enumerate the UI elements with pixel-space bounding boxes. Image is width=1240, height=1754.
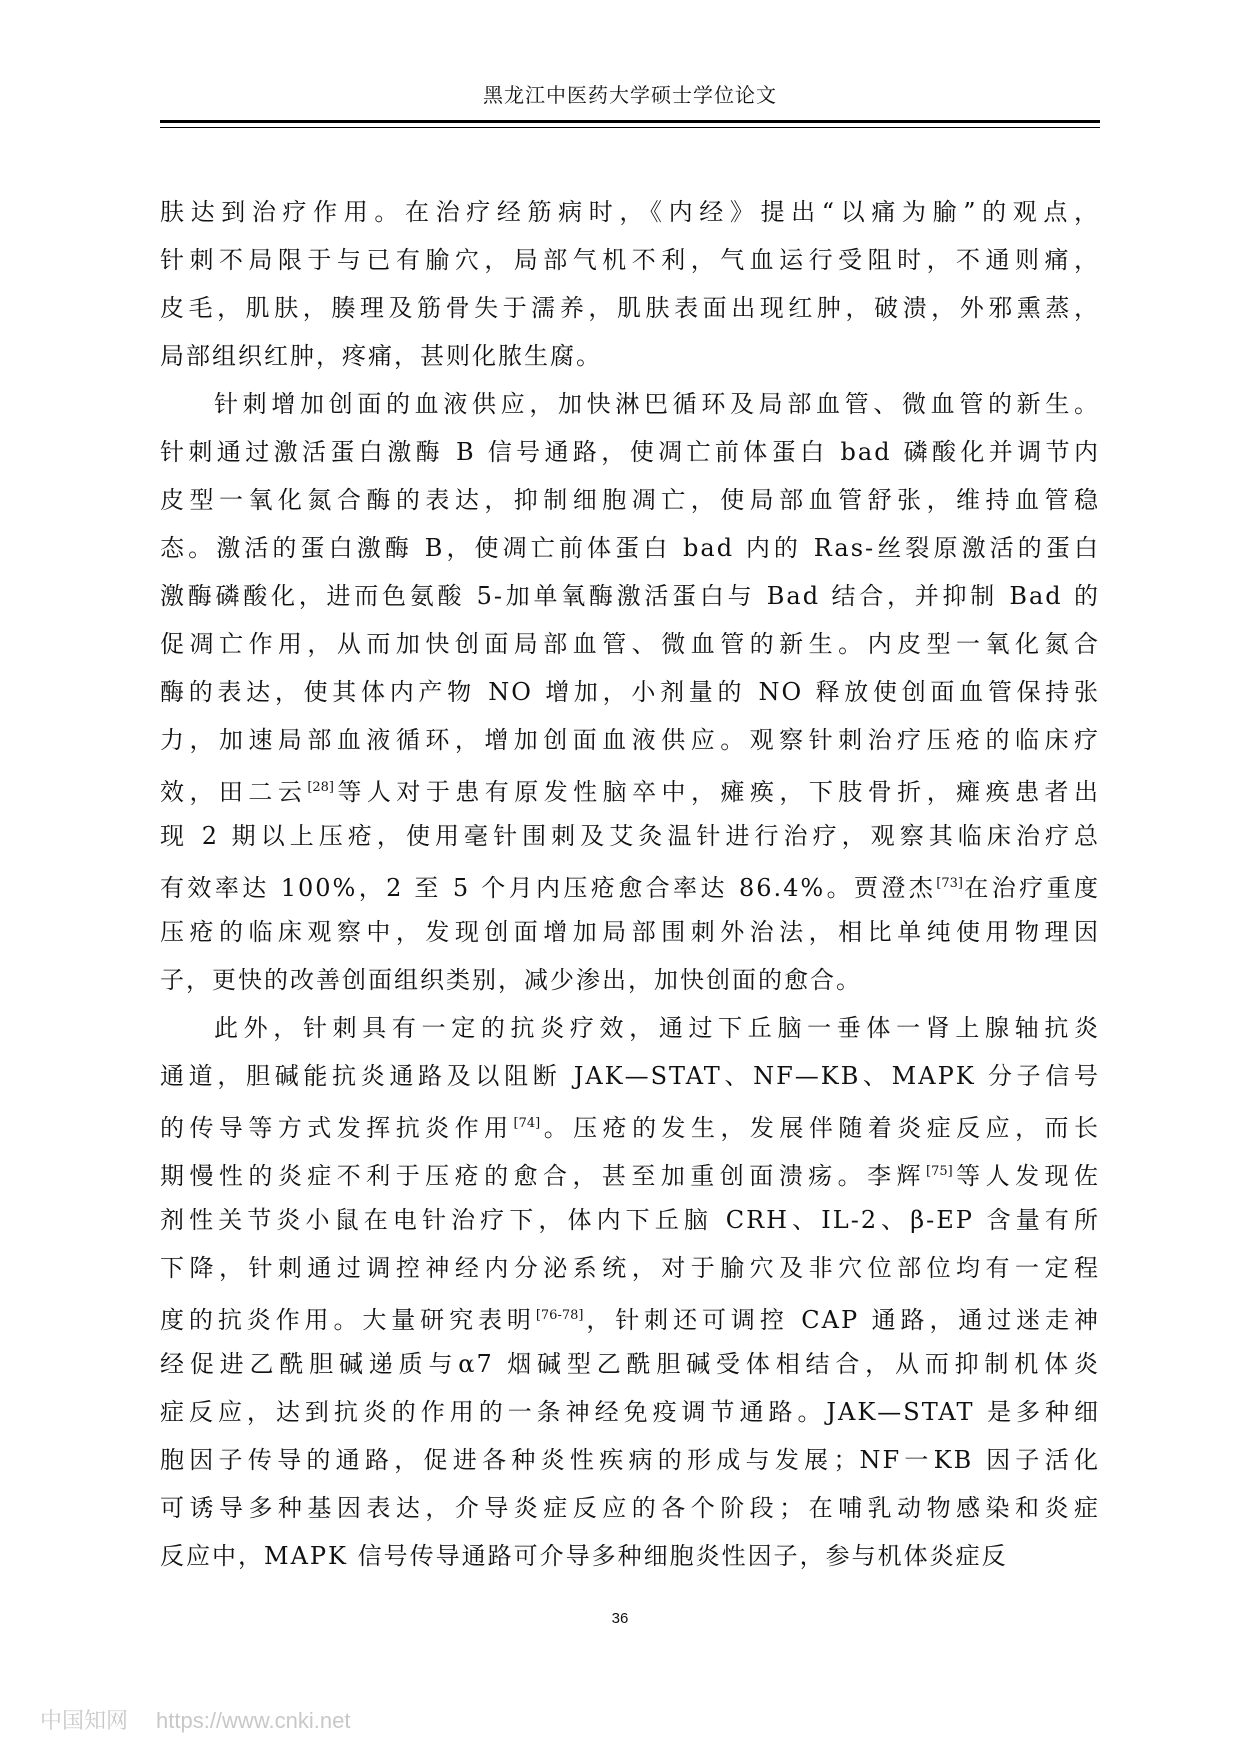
text-line — [160, 1100, 1100, 1148]
text-line — [160, 332, 1100, 380]
text-segment: 症反应，达到抗炎的作用的一条神经免疫调节通路。JAK—STAT 是多种细 — [160, 1398, 1100, 1426]
text-segment: 。压疮的发生，发展伴随着炎症反应，而长 — [540, 1114, 1100, 1142]
page-number: 36 — [611, 1610, 629, 1627]
text-line — [160, 908, 1100, 956]
text-line — [160, 380, 1100, 428]
citation-marker: [74] — [513, 1116, 541, 1131]
text-line — [160, 1196, 1100, 1244]
text-segment: 酶的表达，使其体内产物 NO 增加，小剂量的 NO 释放使创面血管保持张 — [160, 678, 1100, 706]
citation-marker: [73] — [936, 876, 963, 891]
text-line — [160, 1532, 1100, 1580]
text-segment: 局部组织红肿，疼痛，甚则化脓生腐。 — [160, 342, 602, 370]
paragraph — [160, 188, 1100, 380]
text-line — [160, 956, 1100, 1004]
text-segment: 反应中，MAPK 信号传导通路可介导多种细胞炎性因子，参与机体炎症反 — [160, 1542, 1008, 1570]
body-text — [160, 188, 1100, 1580]
citation-marker: [28] — [307, 780, 334, 795]
text-segment: 的传导等方式发挥抗炎作用 — [160, 1114, 514, 1142]
text-segment: 皮毛，肌肤，腠理及筋骨失于濡养，肌肤表面出现红肿，破溃，外邪熏蒸， — [160, 294, 1100, 322]
watermark-url: https://www.cnki.net — [156, 1708, 351, 1733]
text-segment: 剂性关节炎小鼠在电针治疗下，体内下丘脑 CRH、IL-2、β-EP 含量有所 — [160, 1206, 1100, 1234]
text-line — [160, 764, 1100, 812]
text-segment: 等人发现佐 — [952, 1162, 1100, 1190]
text-segment: 通道，胆碱能抗炎通路及以阻断 JAK—STAT、NF—KB、MAPK 分子信号 — [160, 1062, 1100, 1090]
text-segment: 子，更快的改善创面组织类别，减少渗出，加快创面的愈合。 — [160, 966, 862, 994]
text-line — [160, 716, 1100, 764]
text-segment: 态。激活的蛋白激酶 B，使凋亡前体蛋白 bad 内的 Ras-丝裂原激活的蛋白 — [160, 534, 1100, 562]
text-line — [160, 1436, 1100, 1484]
paragraph — [160, 1004, 1100, 1580]
text-segment: 在治疗重度 — [962, 874, 1100, 902]
text-line — [160, 524, 1100, 572]
paragraph — [160, 380, 1100, 1004]
header-rule-thin — [160, 127, 1100, 128]
text-line — [160, 1388, 1100, 1436]
text-segment: 力，加速局部血液循环，增加创面血液供应。观察针刺治疗压疮的临床疗 — [160, 726, 1100, 754]
text-line — [160, 1340, 1100, 1388]
text-line — [160, 1052, 1100, 1100]
text-segment: 度的抗炎作用。大量研究表明 — [160, 1306, 536, 1334]
text-line — [160, 1244, 1100, 1292]
header-rule-thick — [160, 120, 1100, 123]
text-segment: 肤达到治疗作用。在治疗经筋病时，《内经》提出“以痛为腧”的观点， — [160, 198, 1100, 226]
text-line — [160, 1148, 1100, 1196]
text-segment: 皮型一氧化氮合酶的表达，抑制细胞凋亡，使局部血管舒张，维持血管稳 — [160, 486, 1100, 514]
text-segment: 期慢性的炎症不利于压疮的愈合，甚至加重创面溃疡。李辉 — [160, 1162, 927, 1190]
text-segment: 下降，针刺通过调控神经内分泌系统，对于腧穴及非穴位部位均有一定程 — [160, 1254, 1100, 1282]
running-header: 黑龙江中医药大学硕士学位论文 — [483, 83, 777, 107]
text-line — [160, 1004, 1100, 1052]
text-segment: 现 2 期以上压疮，使用毫针围刺及艾灸温针进行治疗，观察其临床治疗总 — [160, 822, 1100, 850]
text-segment: ，针刺还可调控 CAP 通路，通过迷走神 — [583, 1306, 1100, 1334]
text-segment: 激酶磷酸化，进而色氨酸 5-加单氧酶激活蛋白与 Bad 结合，并抑制 Bad 的 — [160, 582, 1100, 610]
text-line — [160, 620, 1100, 668]
text-line — [160, 476, 1100, 524]
text-line — [160, 1484, 1100, 1532]
text-line — [160, 188, 1100, 236]
citation-marker: [76-78] — [535, 1308, 584, 1323]
text-segment: 针刺增加创面的血液供应，加快淋巴循环及局部血管、微血管的新生。 — [214, 390, 1100, 418]
text-line — [160, 284, 1100, 332]
text-segment: 针刺通过激活蛋白激酶 B 信号通路，使凋亡前体蛋白 bad 磷酸化并调节内 — [160, 438, 1100, 466]
citation-marker: [75] — [926, 1164, 953, 1179]
text-segment: 压疮的临床观察中，发现创面增加局部围刺外治法，相比单纯使用物理因 — [160, 918, 1100, 946]
text-segment: 有效率达 100%，2 至 5 个月内压疮愈合率达 86.4%。贾澄杰 — [160, 874, 937, 902]
text-segment: 等人对于患有原发性脑卒中，瘫痪，下肢骨折，瘫痪患者出 — [334, 778, 1100, 806]
text-segment: 经促进乙酰胆碱递质与α7 烟碱型乙酰胆碱受体相结合，从而抑制机体炎 — [160, 1350, 1100, 1378]
watermark — [40, 1704, 350, 1735]
text-segment: 胞因子传导的通路，促进各种炎性疾病的形成与发展；NF一KB 因子活化 — [160, 1446, 1100, 1474]
text-segment: 此外，针刺具有一定的抗炎疗效，通过下丘脑一垂体一肾上腺轴抗炎 — [214, 1014, 1100, 1042]
text-line — [160, 428, 1100, 476]
text-line — [160, 812, 1100, 860]
text-segment: 效，田二云 — [160, 778, 308, 806]
text-line — [160, 236, 1100, 284]
text-line — [160, 572, 1100, 620]
text-segment: 可诱导多种基因表达，介导炎症反应的各个阶段；在哺乳动物感染和炎症 — [160, 1494, 1100, 1522]
text-line — [160, 668, 1100, 716]
text-line — [160, 1292, 1100, 1340]
watermark-brand: 中国知网 — [40, 1708, 129, 1733]
text-line — [160, 860, 1100, 908]
text-segment: 促凋亡作用，从而加快创面局部血管、微血管的新生。内皮型一氧化氮合 — [160, 630, 1100, 658]
text-segment: 针刺不局限于与已有腧穴，局部气机不利，气血运行受阻时，不通则痛， — [160, 246, 1100, 274]
